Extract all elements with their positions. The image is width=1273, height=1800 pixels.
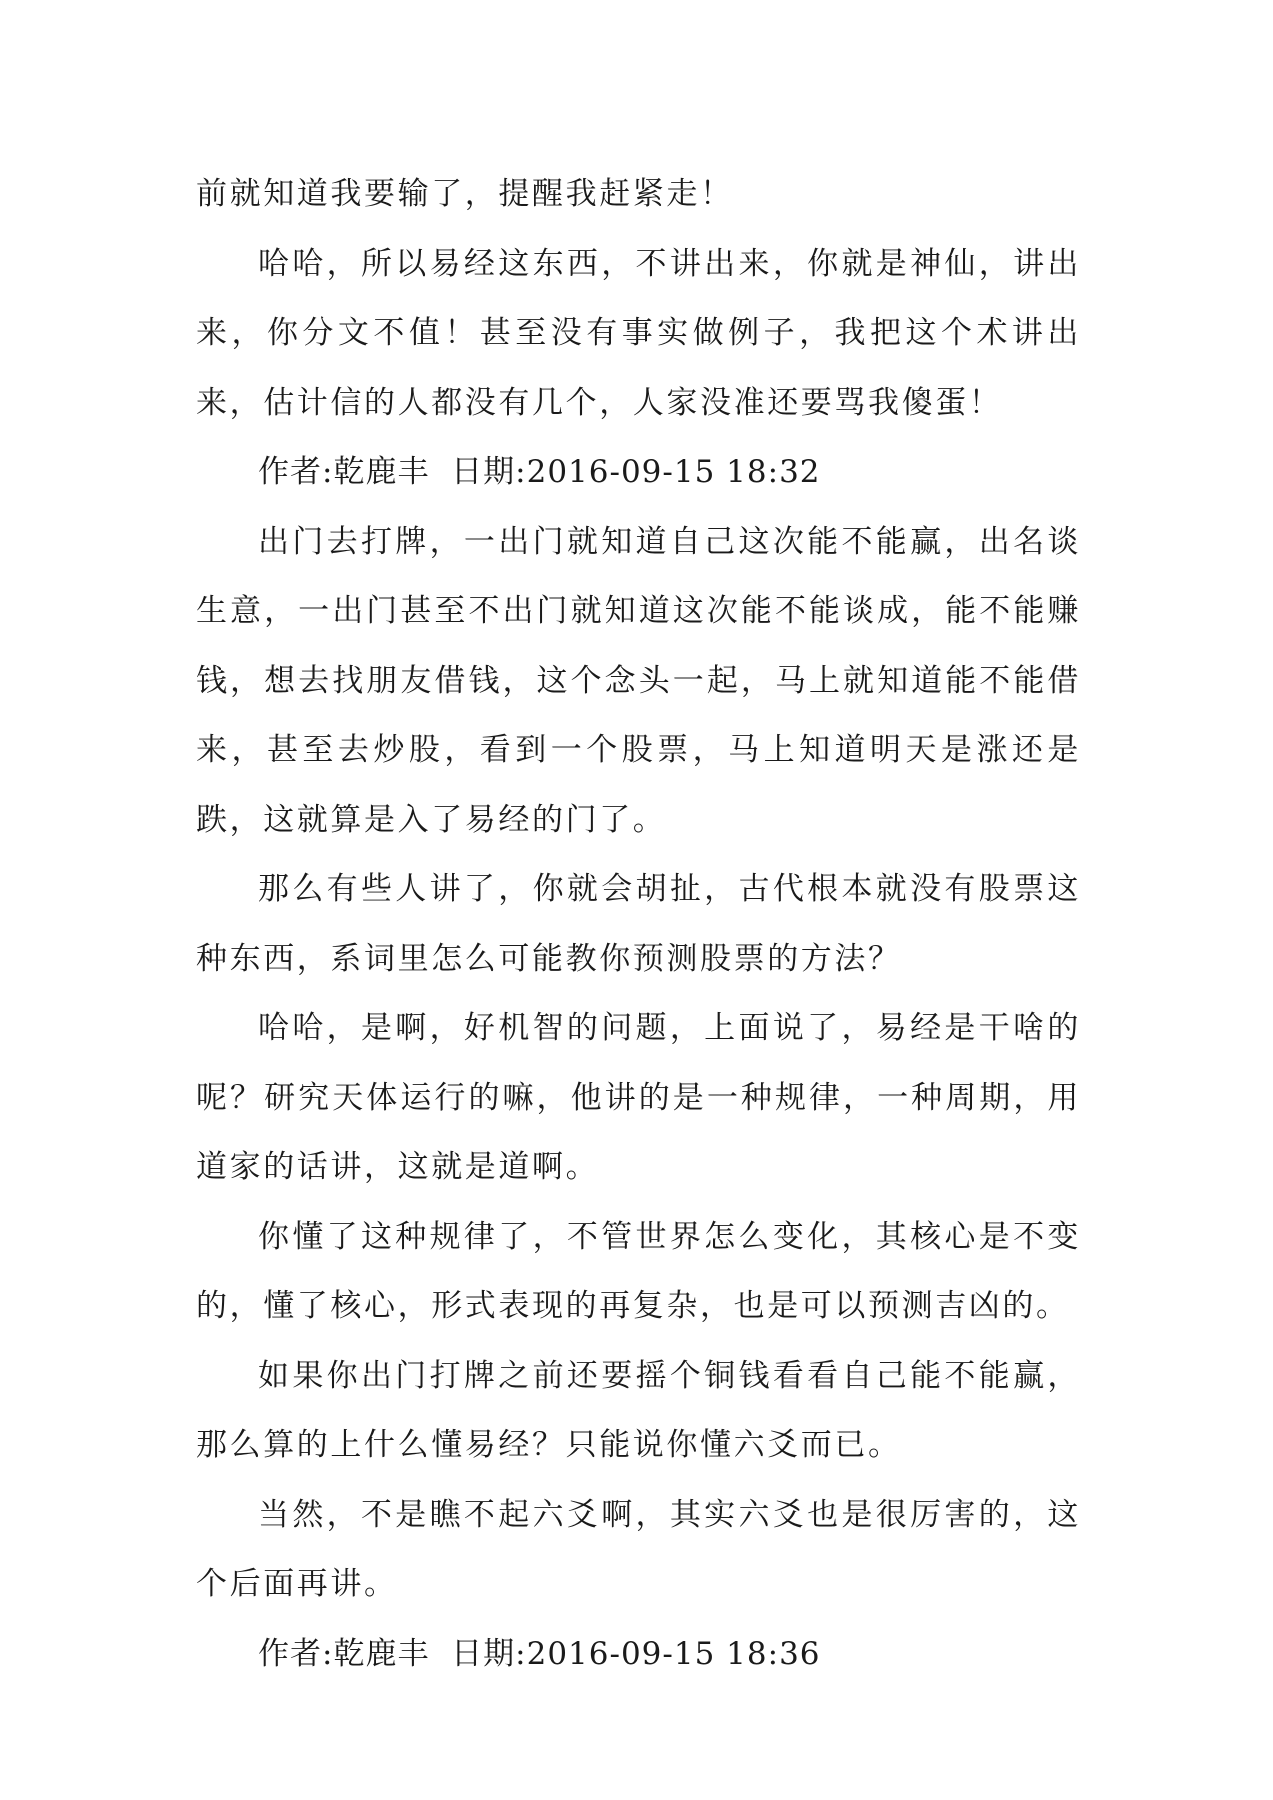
paragraph: 出门去打牌，一出门就知道自己这次能不能赢，出名谈生意，一出门甚至不出门就知道这次能不能谈成，能不能赚钱，想去找朋友借钱，这个念头一起，马上就知道能不能借来，甚至去炒股，看到一个股票，马上知道明天是涨还是跌，这就算是入了易经的门了。	[196, 523, 1081, 838]
paragraph-continued: 前就知道我要输了，提醒我赶紧走！	[196, 176, 734, 212]
paragraph: 如果你出门打牌之前还要摇个铜钱看看自己能不能赢，那么算的上什么懂易经？只能说你懂六爻而已。	[196, 1357, 1081, 1463]
paragraph: 哈哈，所以易经这东西，不讲出来，你就是神仙，讲出来，你分文不值！甚至没有事实做例子，我把这个术讲出来，估计信的人都没有几个，人家没准还要骂我傻蛋！	[196, 245, 1081, 421]
paragraph: 哈哈，是啊，好机智的问题，上面说了，易经是干啥的呢？研究天体运行的嘛，他讲的是一种规律，一种周期，用道家的话讲，这就是道啊。	[196, 1010, 1081, 1185]
author-date-line: 作者:乾鹿丰 日期:2016-09-15 18:32	[258, 454, 821, 490]
paragraph: 当然，不是瞧不起六爻啊，其实六爻也是很厉害的，这个后面再讲。	[196, 1496, 1081, 1602]
author-date-line: 作者:乾鹿丰 日期:2016-09-15 18:36	[258, 1635, 821, 1672]
document-body	[196, 160, 1081, 1689]
paragraph: 你懂了这种规律了，不管世界怎么变化，其核心是不变的，懂了核心，形式表现的再复杂，也是可以预测吉凶的。	[196, 1218, 1081, 1324]
paragraph: 那么有些人讲了，你就会胡扯，古代根本就没有股票这种东西，系词里怎么可能教你预测股票的方法？	[196, 871, 1081, 977]
